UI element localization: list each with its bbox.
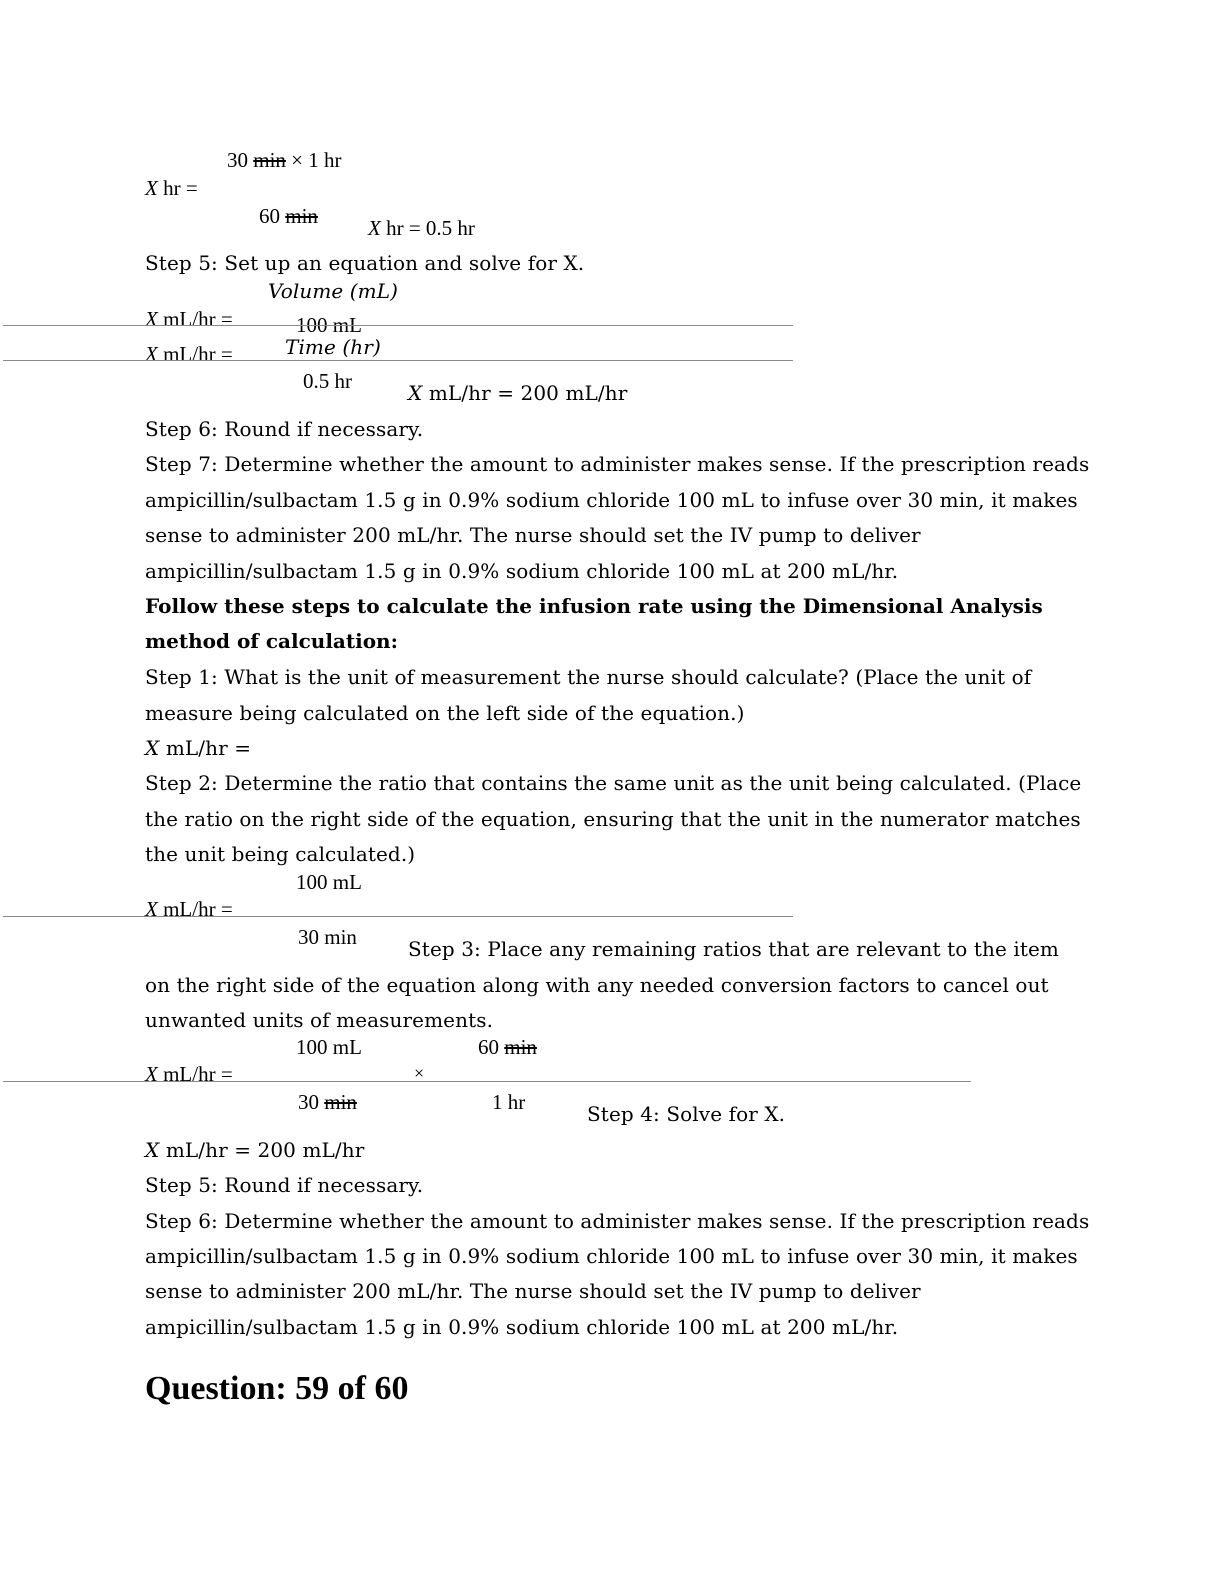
da-step2-line-3: the unit being calculated.)	[145, 842, 416, 866]
da2-den1-unit: min	[324, 1090, 357, 1114]
da-step6-line-1: Step 6: Determine whether the amount to administer makes sense. If the prescription reads	[145, 1209, 1090, 1233]
da2-den1-value: 30	[298, 1090, 319, 1114]
da-result-rest: mL/hr = 200 mL/hr	[165, 1138, 365, 1162]
eq-hours-result-rest: hr = 0.5 hr	[386, 216, 475, 240]
da2-times-sign: ×	[414, 1063, 425, 1083]
da-heading-line-2: method of calculation:	[145, 629, 398, 653]
formula-rule-1	[3, 325, 793, 326]
eq-hours-numerator	[227, 150, 342, 171]
formula-numerator: 100 mL	[296, 313, 362, 337]
formula-volume-label: Volume (mL)	[268, 279, 399, 303]
da1-lhs-unit: mL/hr =	[163, 897, 233, 921]
formula-lhs-var: X	[145, 307, 158, 331]
da1-lhs-var: X	[145, 897, 158, 921]
formula-result-var: X	[408, 381, 423, 405]
da2-num2-unit: min	[504, 1035, 537, 1059]
formula-lhs-1	[145, 309, 233, 330]
da-step6-line-2: ampicillin/sulbactam 1.5 g in 0.9% sodium chloride 100 mL to infuse over 30 min, it makes	[145, 1244, 1078, 1268]
eq-hours-lhs-unit: hr =	[163, 176, 198, 200]
eq-hours-num-unit: min	[253, 148, 286, 172]
step7-line-1: Step 7: Determine whether the amount to administer makes sense. If the prescription reads	[145, 452, 1090, 476]
da-step1-line-1: Step 1: What is the unit of measurement the nurse should calculate? (Place the unit of	[145, 665, 1032, 689]
da2-num2-value: 60	[478, 1035, 499, 1059]
eq-hours-denominator	[259, 206, 318, 227]
da-step2-line-2: the ratio on the right side of the equation, ensuring that the unit in the numerator matches	[145, 807, 1081, 831]
step5-title: Step 5: Set up an equation and solve for X.	[145, 251, 585, 275]
formula-lhs-unit: mL/hr =	[163, 307, 233, 331]
eq-hours-lhs-var: X	[145, 176, 158, 200]
da-step6-line-3: sense to administer 200 mL/hr. The nurse should set the IV pump to deliver	[145, 1279, 921, 1303]
step6-round: Step 6: Round if necessary.	[145, 417, 424, 441]
da-step3-line-3: unwanted units of measurements.	[145, 1008, 494, 1032]
da-step4: Step 4: Solve for X.	[587, 1102, 786, 1126]
formula-result	[408, 383, 627, 403]
da-step3-line-2: on the right side of the equation along with any needed conversion factors to cancel out	[145, 973, 1049, 997]
formula-lhs-2	[145, 344, 233, 365]
da2-lhs-var: X	[145, 1062, 158, 1086]
da-x-rest: mL/hr =	[165, 736, 252, 760]
formula-lhs2-unit: mL/hr =	[163, 342, 233, 366]
eq-hours-den-value: 60	[259, 204, 280, 228]
da2-numerator-2	[478, 1037, 537, 1058]
da2-rule	[3, 1081, 971, 1082]
eq-hours-result	[368, 218, 475, 239]
da1-rule	[3, 916, 793, 917]
formula-result-rest: mL/hr = 200 mL/hr	[428, 381, 628, 405]
question-counter: Question: 59 of 60	[145, 1370, 409, 1407]
da-step3-line-1: Step 3: Place any remaining ratios that are relevant to the item	[408, 937, 1059, 961]
step7-line-3: sense to administer 200 mL/hr. The nurse should set the IV pump to deliver	[145, 523, 921, 547]
da-result	[145, 1140, 364, 1160]
da-x-expression	[145, 738, 251, 758]
eq-hours-num-value: 30	[227, 148, 248, 172]
da-step6-line-4: ampicillin/sulbactam 1.5 g in 0.9% sodium chloride 100 mL at 200 mL/hr.	[145, 1315, 899, 1339]
da-x-var: X	[145, 736, 160, 760]
da1-denominator: 30 min	[298, 925, 357, 949]
da-heading-line-1: Follow these steps to calculate the infusion rate using the Dimensional Analysis	[145, 594, 1043, 618]
step7-line-2: ampicillin/sulbactam 1.5 g in 0.9% sodium chloride 100 mL to infuse over 30 min, it makes	[145, 488, 1078, 512]
eq-hours-num-mult: × 1 hr	[291, 148, 342, 172]
formula-time-label: Time (hr)	[285, 335, 381, 359]
da-step1-line-2: measure being calculated on the left side of the equation.)	[145, 701, 745, 725]
eq-hours-result-var: X	[368, 216, 381, 240]
da-result-var: X	[145, 1138, 160, 1162]
da-step5: Step 5: Round if necessary.	[145, 1173, 424, 1197]
da1-numerator: 100 mL	[296, 870, 362, 894]
step7-line-4: ampicillin/sulbactam 1.5 g in 0.9% sodium chloride 100 mL at 200 mL/hr.	[145, 559, 899, 583]
da2-lhs-unit: mL/hr =	[163, 1062, 233, 1086]
da-step2-line-1: Step 2: Determine the ratio that contains the same unit as the unit being calculated. (Place	[145, 771, 1082, 795]
da2-numerator-1: 100 mL	[296, 1035, 362, 1059]
da2-denominator-1	[298, 1092, 357, 1113]
formula-denominator: 0.5 hr	[303, 369, 352, 393]
eq-hours-lhs	[145, 178, 198, 199]
da2-denominator-2: 1 hr	[492, 1090, 526, 1114]
formula-lhs2-var: X	[145, 342, 158, 366]
formula-rule-2	[3, 360, 793, 361]
eq-hours-den-unit: min	[285, 204, 318, 228]
